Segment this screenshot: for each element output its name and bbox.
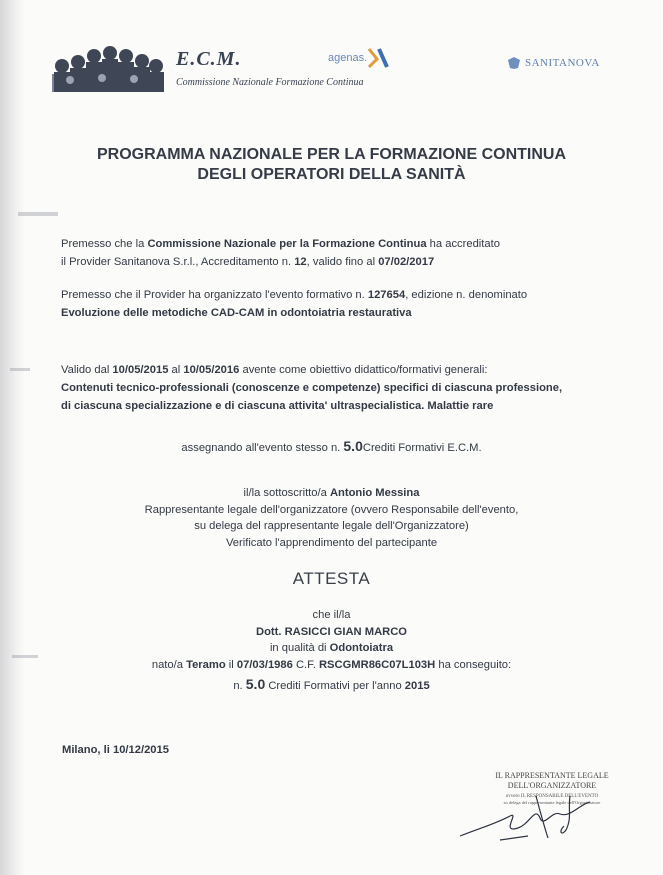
scan-speck <box>10 368 30 371</box>
stamp-line-2: DELL'ORGANIZZATORE <box>507 781 597 790</box>
credits-assigned-line <box>0 438 663 454</box>
ecm-subtitle: Commissione Nazionale Formazione Continua <box>176 77 364 88</box>
text: Premesso che il Provider ha organizzato l'evento formativo n. <box>61 289 368 301</box>
paragraph-validity <box>61 361 562 415</box>
birth-date: 07/03/1986 <box>236 659 293 671</box>
participant-birth-line <box>0 659 663 671</box>
event-name: Evoluzione delle metodiche CAD-CAM in odontoiatria restaurativa <box>61 307 412 319</box>
agenas-mark-icon <box>367 47 391 69</box>
scan-speck <box>18 212 58 216</box>
accreditation-number: 12 <box>294 256 307 268</box>
ecm-title: E.C.M. <box>176 48 242 70</box>
text: in qualità di <box>269 642 330 654</box>
agenas-logo <box>328 47 391 69</box>
text: ha accreditato <box>426 238 500 250</box>
text: ha conseguito: <box>435 659 512 671</box>
signer-line-3: su delega del rappresentante legale dell'Organizzatore) <box>194 520 469 532</box>
validity-line <box>61 361 562 379</box>
signer-name: Antonio Messina <box>329 487 420 499</box>
participant-credits: 5.0 <box>245 676 266 692</box>
text: Crediti Formativi per l'anno <box>265 680 405 692</box>
place-and-date: Milano, li 10/12/2015 <box>62 744 169 756</box>
paragraph-provider <box>61 235 500 271</box>
ecm-people-logo-icon <box>52 44 164 92</box>
title-line-2: DEGLI OPERATORI DELLA SANITÀ <box>197 166 466 183</box>
text: , valido fino al <box>306 256 379 268</box>
event-credits: 5.0 <box>343 438 363 454</box>
text: avente come obiettivo didattico/formativi generali: <box>239 364 488 376</box>
text: Crediti Formativi E.C.M. <box>362 442 482 454</box>
stamp-line-3: ovvero IL RESPONSABILE DELL'EVENTO <box>505 794 599 799</box>
text: nato/a <box>151 659 187 671</box>
participant-role: Odontoiatra <box>329 642 394 654</box>
fiscal-code: RSCGMR86C07L103H <box>318 659 436 671</box>
objective-line-1: Contenuti tecnico-professionali (conoscenze e competenze) specifici di ciascuna professione, <box>61 382 563 394</box>
valid-from-date: 10/05/2015 <box>112 364 169 376</box>
text: il/la sottoscritto/a <box>243 487 330 499</box>
participant-line-1: che il/la <box>312 609 351 621</box>
event-number: 127654 <box>367 289 406 301</box>
provider-line-1 <box>61 235 500 253</box>
commission-name: Commissione Nazionale per la Formazione Continua <box>147 238 427 250</box>
provider-line-2 <box>61 253 500 271</box>
scan-speck <box>12 655 38 658</box>
signer-line-4: Verificato l'apprendimento del partecipante <box>225 537 438 549</box>
text: , edizione n. denominato <box>405 289 528 301</box>
attesta-heading: ATTESTA <box>292 569 371 588</box>
participant-name: Dott. RASICCI GIAN MARCO <box>255 626 408 638</box>
valid-to-date: 10/05/2016 <box>183 364 240 376</box>
stamp-line-4: su delega del rappresentante legale dell'Organizzatore <box>503 800 601 805</box>
text: C.F. <box>292 659 319 671</box>
objective-line-2: di ciascuna specializzazione e di ciascuna attivita' ultraspecialistica. Malattie rare <box>61 400 494 412</box>
sanitanova-logo <box>507 56 600 70</box>
text: Valido dal <box>61 364 113 376</box>
agenas-text: agenas. <box>328 52 368 64</box>
signer-line-2: Rappresentante legale dell'organizzatore (ovvero Responsabile dell'evento, <box>144 504 519 516</box>
title-line-1: PROGRAMMA NAZIONALE PER LA FORMAZIONE CONTINUA <box>96 146 566 163</box>
paragraph-event <box>61 286 527 322</box>
sanitanova-shield-icon <box>507 56 521 70</box>
text: n. <box>233 680 246 692</box>
signer-line-1 <box>0 487 663 499</box>
text: al <box>168 364 184 376</box>
sanitanova-text: SANITANOVA <box>525 57 600 69</box>
text: il Provider Sanitanova S.r.l., Accreditamento n. <box>61 256 295 268</box>
participant-credits-line <box>0 676 663 692</box>
participant-role-line <box>0 642 663 654</box>
stamp-line-1: IL RAPPRESENTANTE LEGALE <box>495 771 609 780</box>
text: Premesso che la <box>61 238 148 250</box>
signature-stamp <box>440 766 620 846</box>
event-line-1 <box>61 286 527 304</box>
birth-place: Teramo <box>186 659 226 671</box>
valid-until-date: 07/02/2017 <box>378 256 435 268</box>
text: assegnando all'evento stesso n. <box>181 442 344 454</box>
text: il <box>225 659 237 671</box>
credits-year: 2015 <box>404 680 430 692</box>
